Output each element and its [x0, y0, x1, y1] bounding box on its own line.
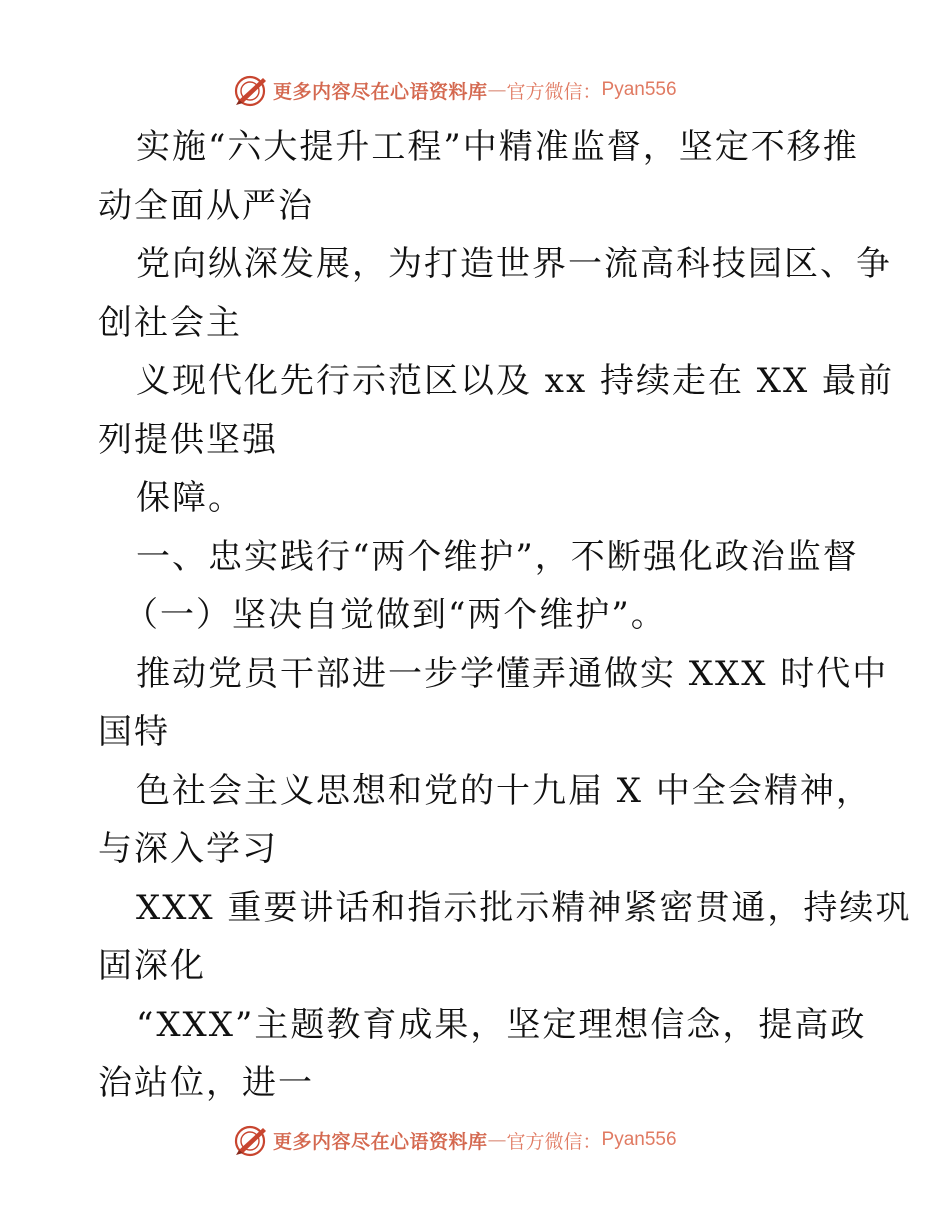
watermark-wechat-id: Pyan556 — [601, 1129, 677, 1150]
watermark-title: 更多内容尽在心语资料库 — [273, 80, 488, 103]
watermark-title: 更多内容尽在心语资料库 — [273, 1130, 488, 1153]
paragraph-line: 列提供坚强 — [98, 419, 278, 460]
paragraph-line: 实施“六大提升工程”中精准监督，坚定不移推 — [136, 127, 859, 167]
paragraph-line: XXX 重要讲话和指示批示精神紧密贯通，持续巩 — [136, 887, 912, 928]
paragraph-line: 与深入学习 — [98, 829, 278, 869]
paragraph-line: 固深化 — [98, 946, 206, 986]
pen-logo-icon — [233, 72, 269, 108]
paragraph-line: 保障。 — [136, 478, 244, 518]
pen-logo-icon — [233, 1122, 269, 1158]
header-watermark — [233, 72, 753, 108]
paragraph-line: 国特 — [98, 712, 170, 752]
watermark-wechat-id: Pyan556 — [601, 79, 677, 100]
subsection-heading: （一）坚决自觉做到“两个维护”。 — [124, 595, 667, 635]
paragraph-line: 动全面从严治 — [98, 185, 314, 226]
section-heading: 一、忠实践行“两个维护”，不断强化政治监督 — [136, 536, 859, 577]
watermark-wechat-label: 官方微信： — [506, 80, 602, 103]
watermark-separator: — — [487, 79, 507, 101]
paragraph-line: “XXX”主题教育成果，坚定理想信念，提高政 — [136, 1004, 867, 1045]
watermark-wechat-label: 官方微信： — [506, 1130, 602, 1153]
footer-watermark — [233, 1122, 753, 1158]
paragraph-line: 创社会主 — [98, 302, 242, 343]
paragraph-line: 推动党员干部进一步学懂弄通做实 XXX 时代中 — [136, 653, 889, 694]
document-body — [98, 118, 912, 1113]
watermark-separator: — — [487, 1129, 507, 1151]
paragraph-line: 色社会主义思想和党的十九届 X 中全会精神， — [136, 770, 872, 811]
paragraph-line: 义现代化先行示范区以及 xx 持续走在 XX 最前 — [136, 361, 894, 401]
paragraph-line: 党向纵深发展，为打造世界一流高科技园区、争 — [136, 244, 892, 284]
paragraph-line: 治站位，进一 — [98, 1063, 314, 1103]
